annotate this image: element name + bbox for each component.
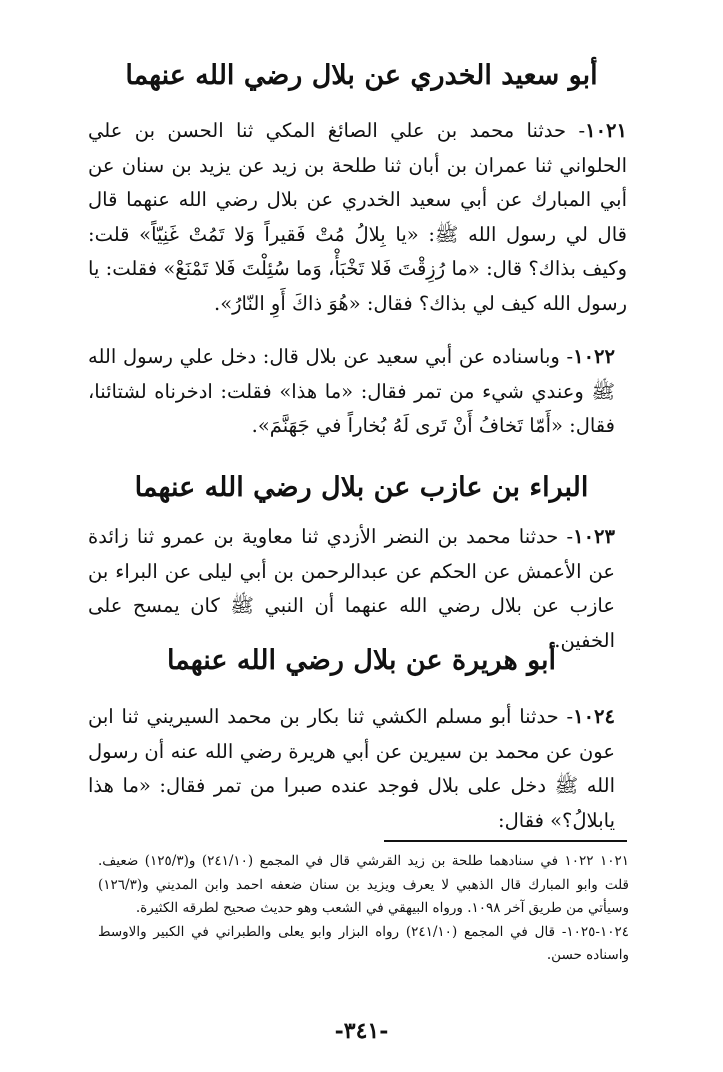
page-number: -٣٤١- (334, 1018, 389, 1044)
hadith-1023 (88, 520, 615, 658)
hadith-1021 (88, 114, 627, 321)
hadith-1024 (88, 700, 615, 838)
footnote-divider (384, 840, 627, 842)
footnote-1024-1025: ١٠٢٤-١٠٢٥- قال في المجمع (٢٤١/١٠) رواه البزار وابو يعلى والطبراني في الكبير والاوسط واسناده حسن. (98, 923, 629, 963)
hadith-text: - حدثنا أبو مسلم الكشي ثنا بكار بن محمد السيريني ثنا ابن عون عن محمد بن سيرين عن أبي هريرة رضي الله عنه أن رسول الله ﷺ دخل على بلال فوجد عنده صبرا من تمر فقال: «ما هذا يابلالُ؟» فقال: (88, 705, 615, 832)
section-heading-abu-hurayra: أبو هريرة عن بلال رضي الله عنهما (166, 645, 557, 676)
footnotes (98, 850, 629, 968)
footnote-1021-1022: ١٠٢١ ١٠٢٢ في سنادهما طلحة بن زيد القرشي قال في المجمع (٢٤١/١٠) و(١٢٥/٣) ضعيف. قلت وابو المبارك قال الذهبي لا يعرف ويزيد بن سنان ضعفه احمد وابن المديني و(١٢٦/٣) وسيأتي من طريق آخر ١٠٩٨. ورواه البيهقي في الشعب وهو حديث صحيح لطرقه الكثيرة. (98, 853, 630, 916)
hadith-number: ١٠٢١ (585, 119, 627, 142)
hadith-text: - وباسناده عن أبي سعيد عن بلال قال: دخل علي رسول الله ﷺ وعندي شيء من تمر فقال: «ما هذا» فقلت: ادخرناه لشتائنا، فقال: «أَمّا تَخافُ أَنْ تَرى لَهُ بُخاراً في جَهَنَّمَ». (88, 345, 615, 437)
hadith-1022 (88, 340, 615, 444)
hadith-number: ١٠٢٤ (573, 705, 615, 728)
hadith-number: ١٠٢٢ (573, 345, 615, 368)
section-heading-abu-said: أبو سعيد الخدري عن بلال رضي الله عنهما (125, 60, 598, 91)
section-heading-bara: البراء بن عازب عن بلال رضي الله عنهما (134, 472, 589, 503)
hadith-text: - حدثنا محمد بن النضر الأزدي ثنا معاوية بن عمرو ثنا زائدة عن الأعمش عن الحكم عن عبدالرحمن بن أبي ليلى عن البراء بن عازب عن بلال رضي الله عنهما أن النبي ﷺ كان يمسح على الخفين. (88, 525, 615, 652)
hadith-text: - حدثنا محمد بن علي الصائغ المكي ثنا الحسن بن علي الحلواني ثنا عمران بن أبان ثنا طلحة بن زيد عن يزيد بن سنان عن أبي المبارك عن أبي سعيد الخدري عن بلال رضي الله عنهما قال قال لي رسول الله ﷺ: «يا بِلالُ مُتْ فَقيراً وَلا تَمُتْ غَنِيّاً» قلت: وكيف بذاك؟ قال: «ما رُزِقْتَ فَلا تَخْبَأْ، وَما سُئِلْتَ فَلا تَمْنَعْ» فقلت: يا رسول الله كيف لي بذاك؟ فقال: «هُوَ ذاكَ أَوِ النّارُ». (88, 119, 627, 315)
hadith-number: ١٠٢٣ (573, 525, 615, 548)
